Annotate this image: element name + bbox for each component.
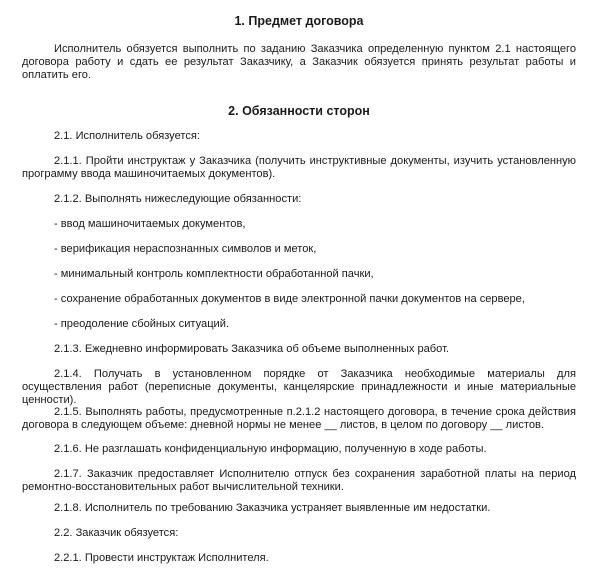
clause-2-1-5: 2.1.5. Выполнять работы, предусмотренные п.2.1.2 настоящего договора, в течение срока действия договора в следующем объеме: дневной нормы не менее __ листов, в целом по договору __ листов. <box>22 406 576 431</box>
section-1-title: 1. Предмет договора <box>234 14 364 28</box>
clause-2-2: 2.2. Заказчик обязуется: <box>54 527 179 539</box>
duty-item: - сохранение обработанных документов в виде электронной пачки документов на сервере, <box>54 293 525 305</box>
clause-2-1-8: 2.1.8. Исполнитель по требованию Заказчика устраняет выявленные им недостатки. <box>54 502 491 514</box>
clause-2-1-2: 2.1.2. Выполнять нижеследующие обязанности: <box>54 193 302 205</box>
section-2-title: 2. Обязанности сторон <box>228 104 370 118</box>
clause-2-1-7: 2.1.7. Заказчик предоставляет Исполнителю отпуск без сохранения заработной платы на период ремонтно-восстановительных работ вычислительной техники. <box>22 468 576 493</box>
clause-2-1: 2.1. Исполнитель обязуется: <box>54 130 200 142</box>
clause-2-1-3: 2.1.3. Ежедневно информировать Заказчика об объеме выполненных работ. <box>54 343 449 355</box>
clause-2-1-4: 2.1.4. Получать в установленном порядке от Заказчика необходимые материалы для осуществления работ (переписные документы, канцелярские принадлежности и иные материальные ценности). <box>22 368 576 406</box>
clause-2-1-1: 2.1.1. Пройти инструктаж у Заказчика (получить инструктивные документы, изучить установленную программу ввода машиночитаемых документов). <box>22 155 576 180</box>
duty-item: - верификация нераспознанных символов и меток, <box>54 243 317 255</box>
clause-2-2-1: 2.2.1. Провести инструктаж Исполнителя. <box>54 552 269 564</box>
section-1-body: Исполнитель обязуется выполнить по заданию Заказчика определенную пунктом 2.1 настоящего договора работу и сдать ее результат Заказчику, а Заказчик обязуется принять результат работы и оплатить его. <box>22 43 576 81</box>
duty-item: - минимальный контроль комплектности обработанной пачки, <box>54 268 374 280</box>
clause-2-1-6: 2.1.6. Не разглашать конфиденциальную информацию, полученную в ходе работы. <box>54 443 487 455</box>
duty-item: - ввод машиночитаемых документов, <box>54 218 246 230</box>
duty-item: - преодоление сбойных ситуаций. <box>54 318 230 330</box>
